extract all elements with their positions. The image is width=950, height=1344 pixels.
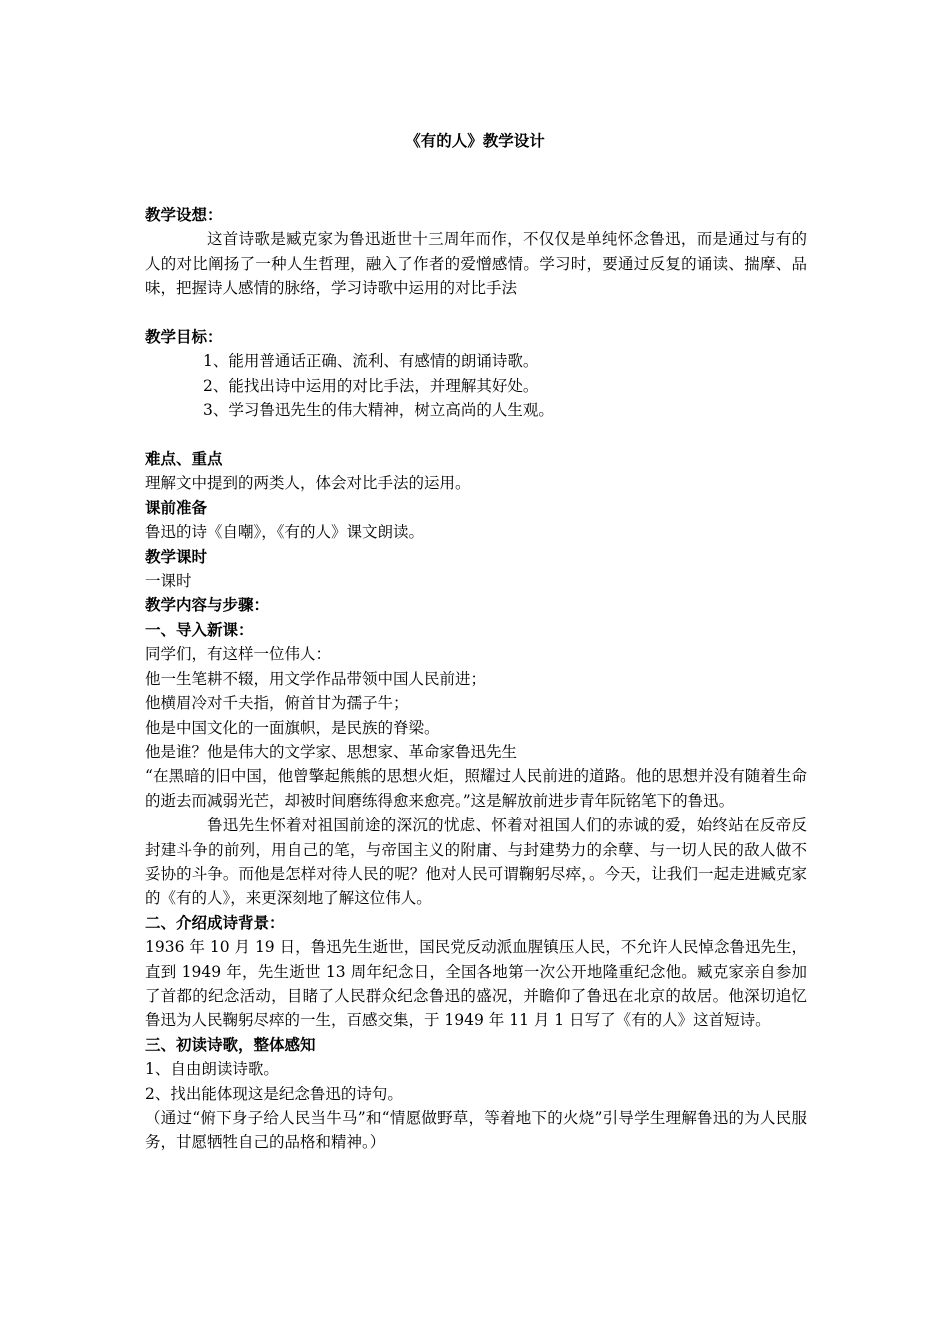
goals-heading: 教学目标： (145, 328, 223, 347)
intro-line-2: 他一生笔耕不辍，用文学作品带领中国人民前进； (145, 669, 487, 688)
document-title: 《有的人》教学设计 (405, 132, 545, 150)
reading-line-1: 1、自由朗读诗歌。 (145, 1060, 279, 1079)
goal-item-1: 1、能用普通话正确、流利、有感情的朗诵诗歌。 (203, 352, 539, 371)
intro-line-5: 他是谁？他是伟大的文学家、思想家、革命家鲁迅先生 (145, 742, 518, 761)
design-text: 这首诗歌是臧克家为鲁迅逝世十三周年而作，不仅仅是单纯怀念鲁迅，而是通过与有的人的对比阐扬了一种人生哲理，融入了作者的爱憎感情。学习时，要通过反复的诵读、揣摩、品味，把握诗人感情的脉络，学习诗歌中运用的对比手法 (145, 230, 807, 298)
reading-note: （通过“俯下身子给人民当牛马”和“情愿做野草，等着地下的火烧”引导学生理解鲁迅的为人民服务，甘愿牺牲自己的品格和精神。） (145, 1109, 807, 1152)
intro-line-4: 他是中国文化的一面旗帜，是民族的脊梁。 (145, 718, 440, 737)
hours-heading: 教学课时 (145, 547, 208, 566)
background-heading: 二、介绍成诗背景： (145, 913, 285, 932)
intro-paragraph: 鲁迅先生怀着对祖国前途的深沉的忧虑、怀着对祖国人们的赤诚的爱，始终站在反帝反封建斗争的前列，用自己的笔，与帝国主义的附庸、与封建势力的余孽、与一切人民的敌人做不妥协的斗争。而他是怎样对待人民的呢？他对人民可谓鞠躬尽瘁，。今天，让我们一起走进臧克家的《有的人》，来更深刻地了解这位伟人。 (145, 816, 807, 908)
difficulty-heading: 难点、重点 (145, 450, 223, 469)
goal-item-2: 2、能找出诗中运用的对比手法，并理解其好处。 (203, 376, 539, 395)
reading-heading: 三、初读诗歌，整体感知 (145, 1035, 316, 1054)
difficulty-text: 理解文中提到的两类人，体会对比手法的运用。 (145, 474, 471, 493)
steps-heading: 教学内容与步骤： (145, 596, 270, 615)
goal-item-3: 3、学习鲁迅先生的伟大精神，树立高尚的人生观。 (203, 401, 554, 420)
prep-heading: 课前准备 (145, 498, 208, 517)
prep-text: 鲁迅的诗《自嘲》，《有的人》课文朗读。 (145, 523, 425, 542)
intro-line-3: 他横眉冷对千夫指，俯首甘为孺子牛； (145, 694, 409, 713)
intro-heading: 一、导入新课： (145, 620, 254, 639)
background-text: 1936 年 10 月 19 日，鲁迅先生逝世，国民党反动派血腥镇压人民，不允许人民悼念鲁迅先生，直到 1949 年，先生逝世 13 周年纪念日，全国各地第一次公开地隆重纪念他。臧克家亲自参加了首都的纪念活动，目睹了人民群众纪念鲁迅的盛况，并瞻仰了鲁迅在北京的故居。他深切追忆鲁迅为人民鞠躬尽瘁的一生，百感交集，于 1949 年 11 月 1 日写了《有的人》这首短诗。 (145, 938, 807, 1030)
design-heading: 教学设想： (145, 206, 223, 224)
document-body (145, 203, 807, 1155)
intro-quote: “在黑暗的旧中国，他曾擎起熊熊的思想火炬，照耀过人民前进的道路。他的思想并没有随着生命的逝去而减弱光芒，却被时间磨练得愈来愈亮。”这是解放前进步青年阮铭笔下的鲁迅。 (145, 767, 807, 810)
hours-text: 一课时 (145, 572, 192, 591)
reading-line-2: 2、找出能体现这是纪念鲁迅的诗句。 (145, 1084, 403, 1103)
intro-line-1: 同学们，有这样一位伟人： (145, 645, 332, 664)
